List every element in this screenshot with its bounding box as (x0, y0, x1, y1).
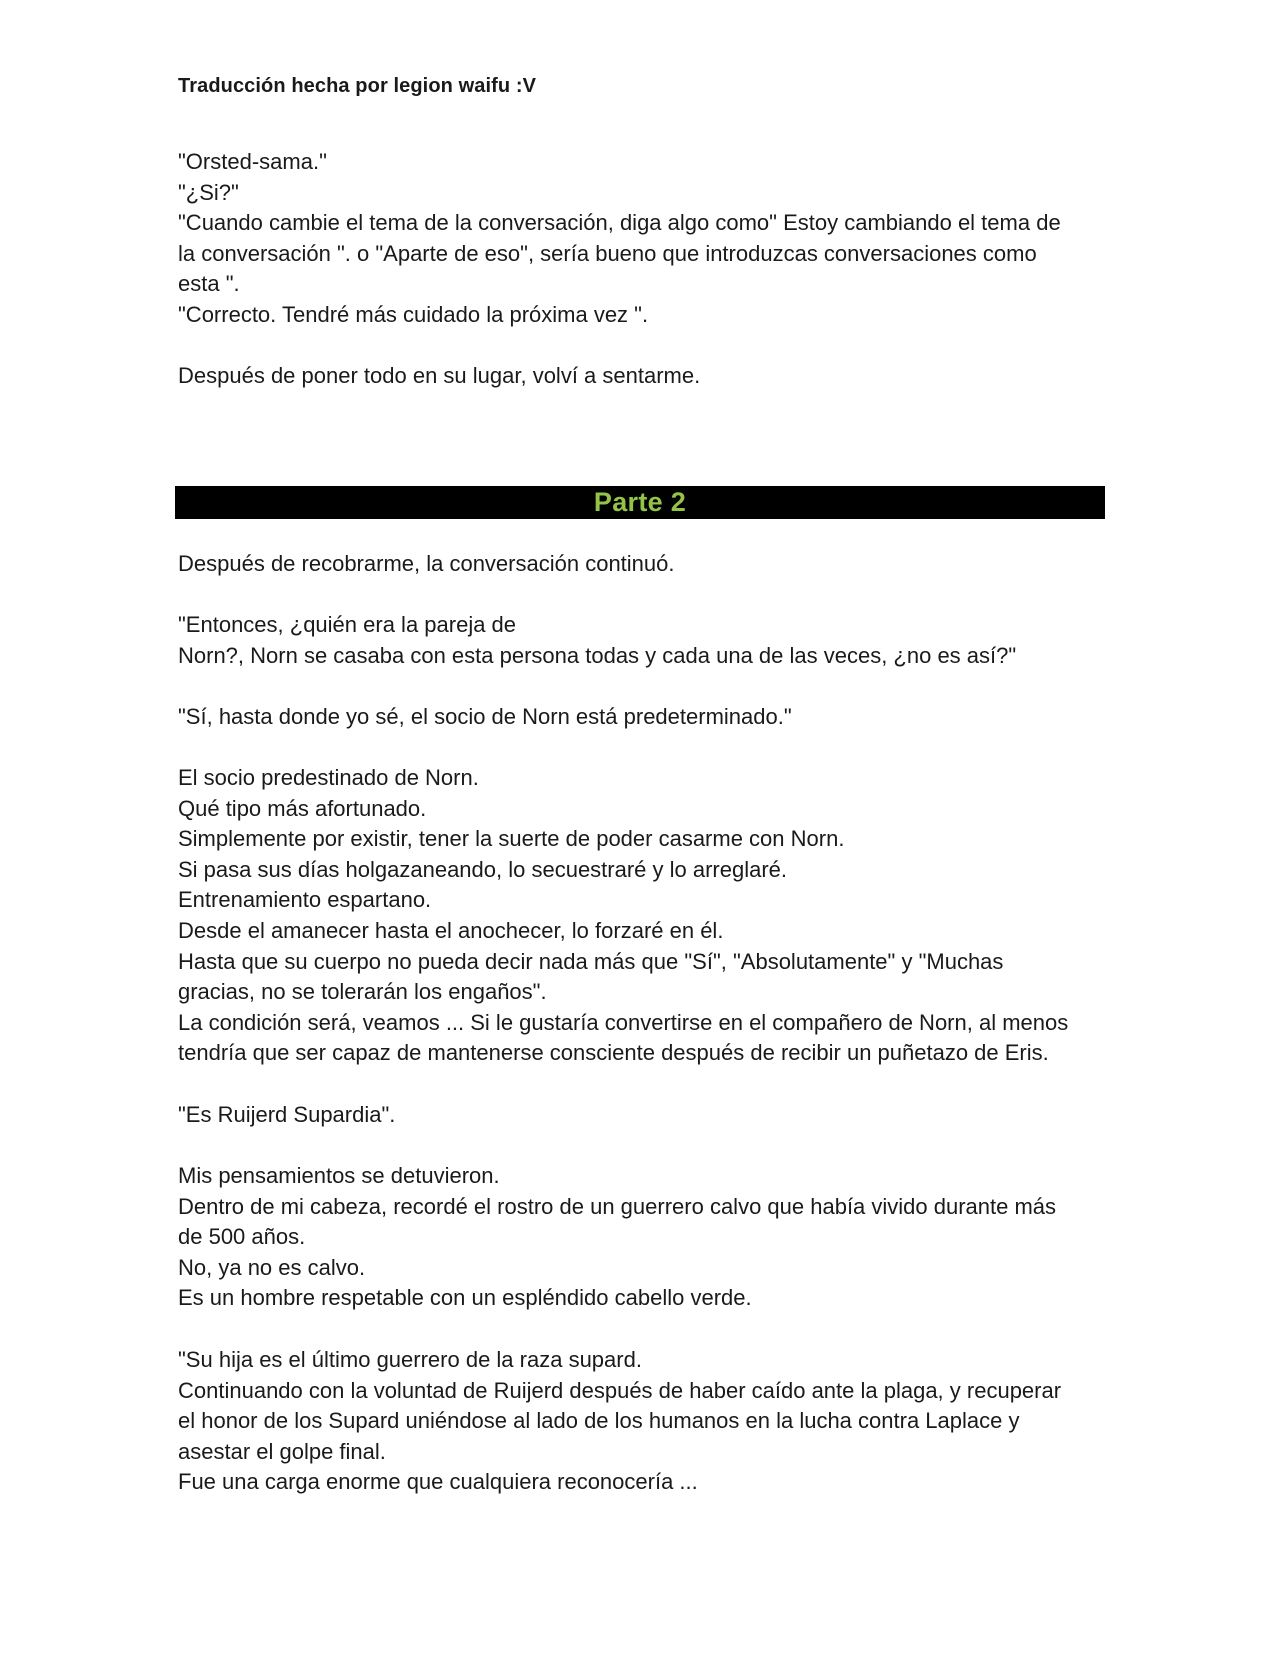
text-line: asestar el golpe final. (178, 1438, 386, 1464)
text-line: Hasta que su cuerpo no pueda decir nada más que "Sí", "Absolutamente" y "Muchas (178, 948, 1004, 974)
text-line: "Orsted-sama." (178, 149, 327, 174)
paragraph-3 (178, 702, 1103, 733)
text-line: Continuando con la voluntad de Ruijerd después de haber caído ante la plaga, y recuperar (178, 1377, 1062, 1403)
text-line: "Sí, hasta donde yo sé, el socio de Norn está predeterminado." (178, 704, 792, 729)
section-banner (175, 486, 1105, 519)
text-line: "Entonces, ¿quién era la pareja de (178, 612, 517, 637)
text-line: Norn?, Norn se casaba con esta persona todas y cada una de las veces, ¿no es así?" (178, 642, 1017, 668)
text-line: Después de recobrarme, la conversación continuó. (178, 551, 675, 576)
intro-paragraph (178, 361, 1103, 392)
paragraph-7 (178, 1345, 1103, 1498)
text-line: Mis pensamientos se detuvieron. (178, 1163, 500, 1188)
paragraph-4 (178, 763, 1103, 1069)
text-line: de 500 años. (178, 1224, 306, 1250)
section-title: Parte 2 (593, 487, 687, 517)
paragraph-6 (178, 1161, 1103, 1314)
text-line: tendría que ser capaz de mantenerse consciente después de recibir un puñetazo de Eris. (178, 1040, 1049, 1066)
text-line: Después de poner todo en su lugar, volví a sentarme. (178, 363, 701, 388)
text-line: Es un hombre respetable con un espléndido cabello verde. (178, 1285, 752, 1311)
text-line: La condición será, veamos ... Si le gustaría convertirse en el compañero de Norn, al menos (178, 1009, 1069, 1035)
text-line: la conversación ". o "Aparte de eso", sería bueno que introduzcas conversaciones como (178, 240, 1037, 266)
text-line: Desde el amanecer hasta el anochecer, lo forzaré en él. (178, 917, 724, 943)
text-line: Qué tipo más afortunado. (178, 795, 427, 821)
text-line: El socio predestinado de Norn. (178, 765, 479, 790)
text-line: "Su hija es el último guerrero de la raza supard. (178, 1347, 642, 1372)
text-line: Dentro de mi cabeza, recordé el rostro de un guerrero calvo que había vivido durante más (178, 1193, 1057, 1219)
text-line: gracias, no se tolerarán los engaños". (178, 979, 547, 1005)
paragraph-5 (178, 1100, 1103, 1131)
text-line: Fue una carga enorme que cualquiera reconocería ... (178, 1469, 698, 1495)
text-line: "Correcto. Tendré más cuidado la próxima vez ". (178, 301, 649, 327)
text-line: "Cuando cambie el tema de la conversación, diga algo como" Estoy cambiando el tema de (178, 210, 1061, 236)
text-line: Entrenamiento espartano. (178, 887, 432, 913)
paragraph-1 (178, 549, 1103, 580)
text-line: esta ". (178, 271, 240, 297)
text-line: Simplemente por existir, tener la suerte de poder casarme con Norn. (178, 826, 845, 852)
text-line: No, ya no es calvo. (178, 1254, 366, 1280)
intro-dialogue (178, 147, 1103, 331)
text-line: Si pasa sus días holgazaneando, lo secuestraré y lo arreglaré. (178, 856, 788, 882)
translator-credit: Traducción hecha por legion waifu :V (178, 75, 537, 97)
text-line: el honor de los Supard uniéndose al lado de los humanos en la lucha contra Laplace y (178, 1408, 1020, 1434)
paragraph-2 (178, 610, 1103, 671)
text-line: "¿Si?" (178, 179, 239, 205)
text-line: "Es Ruijerd Supardia". (178, 1102, 396, 1127)
